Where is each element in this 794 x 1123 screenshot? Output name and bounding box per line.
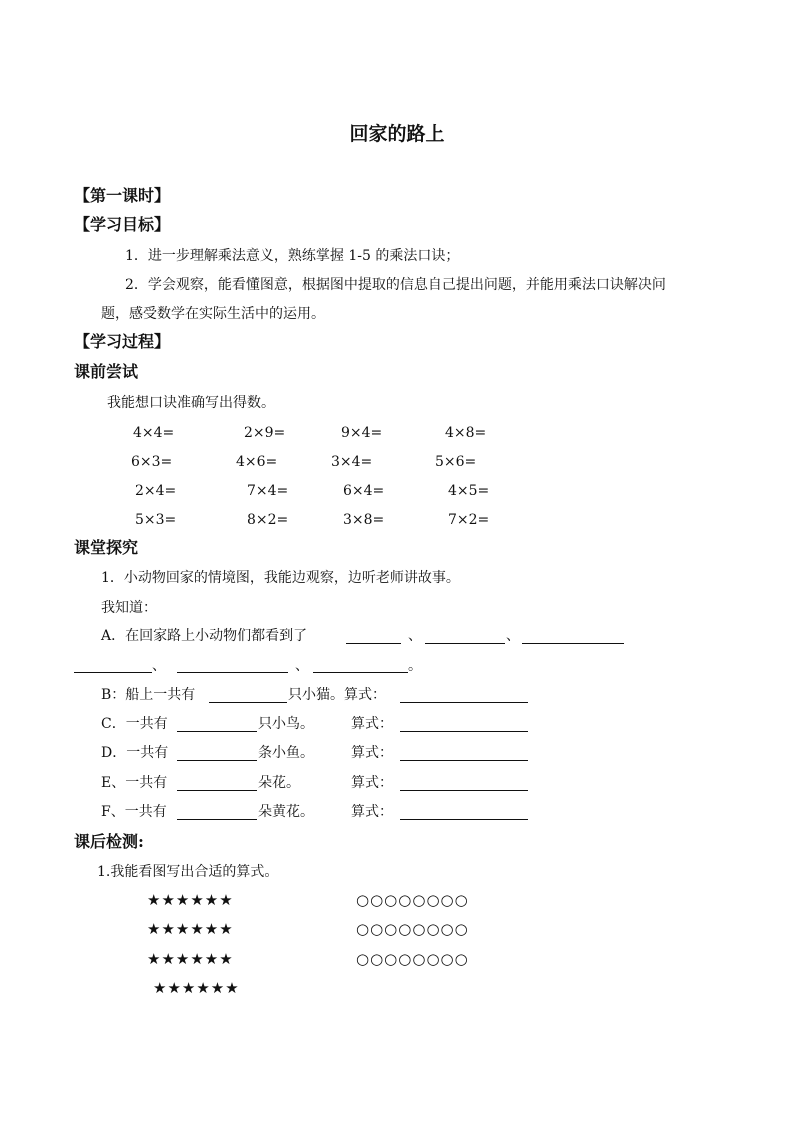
star-row: ★★★★★★ xyxy=(147,950,234,968)
item-e-prefix: E、一共有 xyxy=(101,775,168,791)
pre-try-instruction: 我能想口诀准确写出得数。 xyxy=(107,395,275,411)
problem: 7×2= xyxy=(448,512,490,528)
explore-title: 课堂探究 xyxy=(74,538,139,557)
problem: 4×8= xyxy=(445,425,487,441)
problem: 2×4= xyxy=(135,483,177,499)
answer-blank[interactable] xyxy=(74,672,152,673)
circle-row: ○○○○○○○○ xyxy=(356,920,469,938)
formula-blank[interactable] xyxy=(400,819,528,820)
separator: 、 xyxy=(506,628,520,644)
problem: 8×2= xyxy=(247,512,289,528)
count-blank[interactable] xyxy=(177,819,257,820)
problem: 7×4= xyxy=(247,483,289,499)
formula-blank[interactable] xyxy=(400,790,528,791)
problem: 5×3= xyxy=(135,512,177,528)
formula-label: 算式： xyxy=(351,716,393,732)
explore-know: 我知道： xyxy=(101,600,157,616)
item-c-unit: 只小鸟。 xyxy=(258,716,314,732)
item-c-prefix: C．一共有 xyxy=(101,716,168,732)
separator: 、 xyxy=(408,628,422,644)
count-blank[interactable] xyxy=(177,760,257,761)
problem: 5×6= xyxy=(435,454,477,470)
formula-label: 算式： xyxy=(351,804,393,820)
goal-2-line1: 2．学会观察，能看懂图意，根据图中提取的信息自己提出问题，并能用乘法口诀解决问 xyxy=(125,277,666,293)
section-process: 【学习过程】 xyxy=(74,332,171,351)
page-title: 回家的路上 xyxy=(349,123,445,145)
formula-label: 算式： xyxy=(351,745,393,761)
goal-2-line2: 题，感受数学在实际生活中的运用。 xyxy=(101,306,325,322)
item-b-prefix: B：船上一共有 xyxy=(101,687,196,703)
answer-blank[interactable] xyxy=(425,643,505,644)
formula-blank[interactable] xyxy=(400,702,528,703)
formula-label: 算式： xyxy=(351,775,393,791)
star-row: ★★★★★★ xyxy=(147,891,234,909)
end-mark: 。 xyxy=(408,658,422,674)
problem: 3×4= xyxy=(331,454,373,470)
post-test-q1: 1.我能看图写出合适的算式。 xyxy=(97,864,279,880)
goal-1: 1．进一步理解乘法意义，熟练掌握 1-5 的乘法口诀； xyxy=(125,248,460,264)
answer-blank[interactable] xyxy=(313,672,408,673)
problem: 4×6= xyxy=(236,454,278,470)
item-d-prefix: D．一共有 xyxy=(101,745,169,761)
problem: 6×3= xyxy=(131,454,173,470)
problem: 4×4= xyxy=(133,425,175,441)
circle-row: ○○○○○○○○ xyxy=(356,891,469,909)
problem: 2×9= xyxy=(244,425,286,441)
problem: 6×4= xyxy=(343,483,385,499)
explore-q1: 1．小动物回家的情境图，我能边观察，边听老师讲故事。 xyxy=(101,570,460,586)
answer-blank[interactable] xyxy=(177,672,288,673)
count-blank[interactable] xyxy=(177,731,257,732)
item-f-unit: 朵黄花。 xyxy=(258,804,314,820)
problem: 4×5= xyxy=(448,483,490,499)
pre-try-title: 课前尝试 xyxy=(74,362,139,381)
item-a-prefix: A．在回家路上小动物们都看到了 xyxy=(101,628,308,644)
separator: 、 xyxy=(152,658,166,674)
section-lesson: 【第一课时】 xyxy=(74,186,171,205)
star-row: ★★★★★★ xyxy=(147,920,234,938)
star-row: ★★★★★★ xyxy=(153,979,240,997)
section-goals: 【学习目标】 xyxy=(74,215,171,234)
separator: 、 xyxy=(295,658,309,674)
item-d-unit: 条小鱼。 xyxy=(258,745,314,761)
formula-blank[interactable] xyxy=(400,760,528,761)
formula-blank[interactable] xyxy=(400,731,528,732)
item-f-prefix: F、一共有 xyxy=(101,804,167,820)
circle-row: ○○○○○○○○ xyxy=(356,950,469,968)
answer-blank[interactable] xyxy=(346,643,401,644)
item-b-unit: 只小猫。算式： xyxy=(288,687,386,703)
post-test-title: 课后检测: xyxy=(74,832,144,851)
problem: 3×8= xyxy=(343,512,385,528)
count-blank[interactable] xyxy=(177,790,257,791)
problem: 9×4= xyxy=(341,425,383,441)
item-e-unit: 朵花。 xyxy=(258,775,300,791)
count-blank[interactable] xyxy=(209,702,287,703)
answer-blank[interactable] xyxy=(522,643,624,644)
